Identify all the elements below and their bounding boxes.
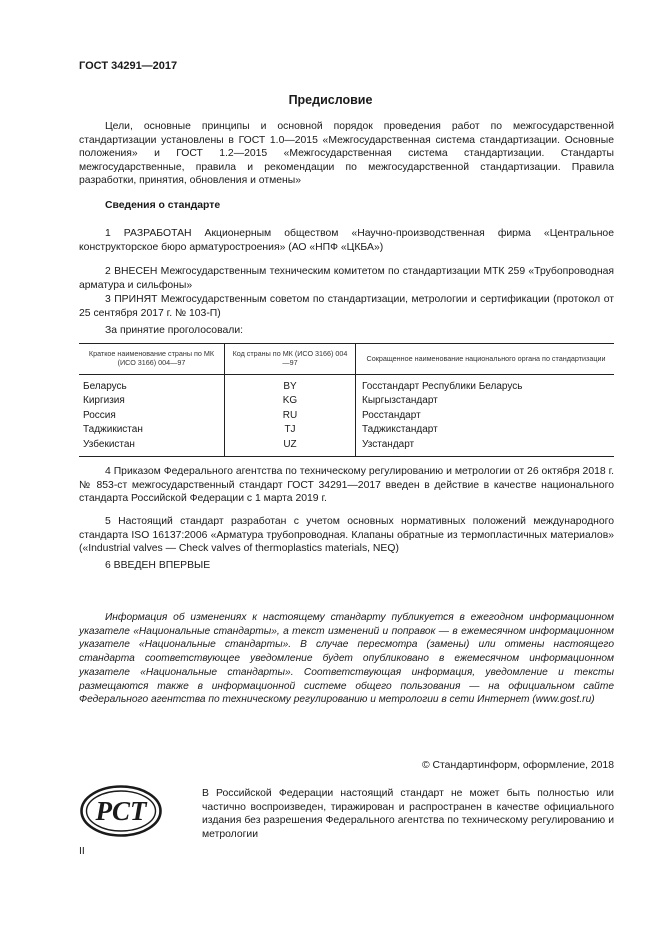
page-number: II (79, 846, 85, 857)
country-cell: Таджикистан (83, 424, 143, 436)
vote-table-header-body: Сокращенное наименование национального органа по стандартизации (356, 344, 615, 375)
vote-table-header-country: Краткое наименование страны по МК (ИСО 3166) 004—97 (79, 344, 225, 375)
table-row (79, 423, 614, 438)
item-1-developed: 1 РАЗРАБОТАН Акционерным обществом «Научно-производственная фирма «Центральное конструкторское бюро арматуростроения» (АО «НПФ «ЦКБА») (79, 228, 614, 253)
section-heading: Сведения о стандарте (105, 200, 221, 211)
code-cell: TJ (225, 423, 356, 438)
item-2-introduced: 2 ВНЕСЕН Межгосударственным техническим комитетом по стандартизации МТК 259 «Трубопроводная арматура и сильфоны» (79, 266, 614, 291)
country-cell: Россия (83, 409, 116, 421)
code-cell: BY (225, 375, 356, 394)
logo-letters: РСТ (95, 796, 147, 826)
body-cell: Узстандарт (362, 438, 415, 450)
body-cell: Росстандарт (362, 409, 421, 421)
code-cell: RU (225, 408, 356, 423)
item-4-order: 4 Приказом Федерального агентства по техническому регулированию и метрологии от 26 октября 2018 г. № 853-ст межгосударственный стандарт ГОСТ 34291—2017 введен в действие в качестве национального стандарта Российской Федерации с 1 марта 2019 г. (79, 466, 614, 505)
amendment-info-note: Информация об изменениях к настоящему стандарту публикуется в ежегодном информационном указателе «Национальные стандарты», а текст изменений и поправок — в ежемесячном информационном указателе «Национальные стандарты». В случае пересмотра (замены) или отмены настоящего стандарта соответствующее уведомление будет опубликовано в ежемесячном информационном указателе «Национальные стандарты». Соответствующая информация, уведомление и тексты размещаются также в информационной системе общего пользования — на официальном сайте Федерального агентства по техническому регулированию и метрологии в сети Интернет (www.gost.ru) (79, 612, 614, 706)
code-cell: UZ (225, 437, 356, 456)
country-cell: Киргизия (83, 395, 125, 407)
table-row (79, 408, 614, 423)
item-3-adopted: 3 ПРИНЯТ Межгосударственным советом по стандартизации, метрологии и сертификации (протокол от 25 сентября 2017 г. № 103-П) (79, 294, 614, 319)
table-row (79, 375, 614, 394)
vote-table-header-row (79, 344, 614, 375)
code-cell: KG (225, 394, 356, 409)
document-code: ГОСТ 34291—2017 (79, 60, 178, 72)
reprint-notice: В Российской Федерации настоящий стандарт не может быть полностью или частично воспроизведен, тиражирован и распространен в качестве официального издания без разрешения Федерального агентства по техническому регулированию и метрологии (202, 788, 614, 840)
copyright: © Стандартинформ, оформление, 2018 (421, 760, 614, 771)
body-cell: Кыргызстандарт (362, 395, 438, 407)
intro-paragraph: Цели, основные принципы и основной порядок проведения работ по межгосударственной стандартизации установлены в ГОСТ 1.0—2015 «Межгосударственная система стандартизации. Основные положения» и ГОСТ 1.2—2015 «Межгосударственная система стандартизации. Стандарты межгосударственные, правила и рекомендации по межгосударственной стандартизации. Правила разработки, принятия, обновления и отмены» (79, 121, 614, 187)
item-5-basis: 5 Настоящий стандарт разработан с учетом основных нормативных положений международного стандарта ISO 16137:2006 «Арматура трубопроводная. Клапаны обратные из термопластичных материалов» («Industrial valves — Check valves of thermoplastics materials, NEQ) (79, 516, 614, 555)
body-cell: Таджикстандарт (362, 424, 438, 436)
table-row (79, 394, 614, 409)
table-row (79, 437, 614, 456)
rst-certification-logo-icon (80, 785, 162, 842)
vote-table-header-code: Код страны по МК (ИСО 3166) 004—97 (225, 344, 356, 375)
item-6-first-introduced: 6 ВВЕДЕН ВПЕРВЫЕ (105, 560, 211, 571)
country-cell: Узбекистан (83, 438, 135, 450)
page-title: Предисловие (288, 93, 373, 107)
vote-label: За принятие проголосовали: (105, 325, 244, 336)
body-cell: Госстандарт Республики Беларусь (362, 380, 523, 392)
vote-table (79, 343, 614, 457)
country-cell: Беларусь (83, 380, 127, 392)
